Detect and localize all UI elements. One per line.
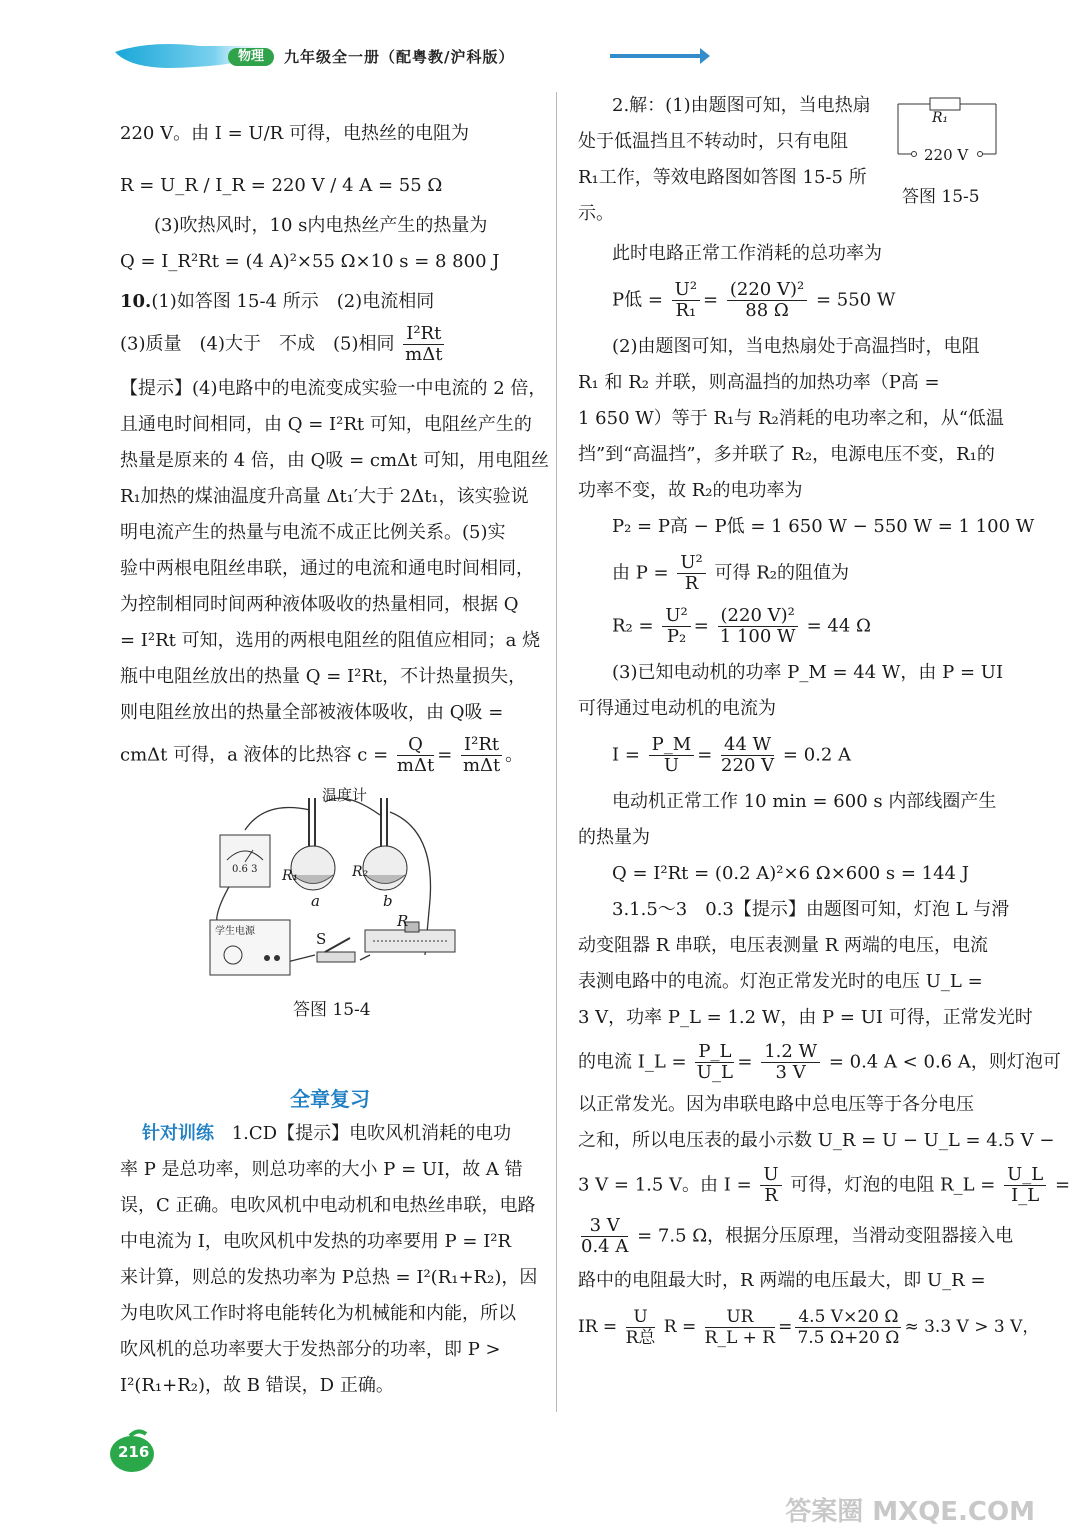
denominator: I_L <box>1011 1185 1040 1206</box>
text-line: 以正常发光。因为串联电路中总电压等于各分电压 <box>578 1094 974 1115</box>
numerator: U² <box>662 606 690 627</box>
header-title: 九年级全一册（配粤教/沪科版） <box>284 48 515 66</box>
denominator: U_L <box>696 1062 733 1083</box>
denominator: mΔt <box>396 755 435 776</box>
text-line: 瓶中电阻丝放出的热量 Q = I²Rt，不计热量损失， <box>120 666 527 687</box>
fig-label-voltage: 220 V <box>924 146 969 164</box>
fig-label-thermometer: 温度计 <box>322 786 368 804</box>
denominator: 7.5 Ω+20 Ω <box>797 1328 900 1348</box>
numerator: Q <box>397 735 434 756</box>
text: = <box>778 1317 793 1337</box>
fig-label-meter: 0.6 3 <box>232 864 258 875</box>
switch <box>317 952 355 962</box>
text: cmΔt 可得，a 液体的比热容 c = <box>120 744 389 766</box>
numerator: U² <box>677 553 705 574</box>
fraction <box>727 280 807 321</box>
denominator: 3 V <box>775 1062 806 1083</box>
text-line: 2.解：(1)由题图可知，当电热扇 <box>612 95 871 116</box>
column-divider <box>556 92 557 1412</box>
text-line: 率 P 是总功率，则总功率的大小 P = UI，故 A 错 <box>120 1159 523 1180</box>
numerator: P_M <box>649 735 695 756</box>
text-line: 【提示】(4)电路中的电流变成实验一中电流的 2 倍， <box>120 378 547 399</box>
numerator: 3 V <box>581 1216 628 1237</box>
ammeter <box>220 835 270 887</box>
section-title: 全章复习 <box>290 1087 370 1111</box>
text-line: 路中的电阻最大时，R 两端的电压最大，即 U_R = <box>578 1270 986 1291</box>
text-line: 3 V，功率 P_L = 1.2 W，由 P = UI 可得，正常发光时 <box>578 1007 1033 1028</box>
fig-label-a: a <box>311 892 320 910</box>
text: 的电流 I_L = <box>578 1051 687 1073</box>
numerator: (220 V)² <box>718 606 798 627</box>
text-line: 则电阻丝放出的热量全部被液体吸收，由 Q吸 = <box>120 702 504 723</box>
text-line: 热量是原来的 4 倍，由 Q吸 = cmΔt 可知，用电阻丝 <box>120 450 550 471</box>
numerator: U <box>760 1165 781 1186</box>
text-line: 中电流为 I，电吹风机中发热的功率要用 P = I²R <box>120 1231 512 1252</box>
fraction <box>721 735 774 776</box>
text-line: I²(R₁+R₂)，故 B 错误，D 正确。 <box>120 1375 394 1396</box>
fig-label-r1: R₁ <box>932 110 949 126</box>
text-line: = I²Rt 可知，选用的两根电阻丝的阻值应相同；a 烧 <box>120 630 541 651</box>
text-line: (3)已知电动机的功率 P_M = 44 W，由 P = UI <box>612 662 1004 683</box>
text-line <box>578 1215 1014 1257</box>
fraction <box>761 1042 820 1083</box>
numerator: 1.2 W <box>761 1042 820 1063</box>
denominator: R <box>764 1185 778 1206</box>
text-line: 且通电时间相同，由 Q = I²Rt 可知，电阻丝产生的 <box>120 414 532 435</box>
equation: R₂ = $\frac{\text{U²}}{\text{P₂}}$ = $\frac{\text{(220 V)²}}{1 100 W}$ = 44 Ω <box>612 605 871 647</box>
equation <box>578 1307 1040 1348</box>
denominator: 88 Ω <box>745 300 789 321</box>
denominator: P₂ <box>666 626 687 647</box>
denominator: mΔt <box>405 344 443 365</box>
fraction <box>705 1307 775 1348</box>
text: 由 P = <box>612 562 669 584</box>
text-line: 电动机正常工作 10 min = 600 s 内部线圈产生 <box>612 791 997 812</box>
denominator: 1 100 W <box>719 626 796 647</box>
fraction <box>581 1216 628 1257</box>
denominator: R_L + R <box>704 1328 776 1348</box>
text-line: 明电流产生的热量与电流不成正比例关系。(5)实 <box>120 522 506 543</box>
text-line: 验中两根电阻丝串联，通过的电流和通电时间相同， <box>120 558 534 579</box>
text: 1.CD【提示】电吹风机消耗的电功 <box>231 1123 512 1144</box>
figure-caption: 答图 15-4 <box>293 1000 371 1020</box>
text: 可得，灯泡的电阻 R_L = <box>790 1174 996 1196</box>
text: = 550 W <box>815 289 896 311</box>
fraction <box>662 606 690 647</box>
text: IR = <box>578 1317 618 1337</box>
denominator: R₁ <box>675 300 697 321</box>
text: = 44 Ω <box>806 615 871 637</box>
text-line: 表测电路中的电流。灯泡正常发光时的电压 U_L = <box>578 971 983 992</box>
text: (1)如答图 15-4 所示 (2)电流相同 <box>151 291 435 312</box>
denominator: mΔt <box>462 755 501 776</box>
text: I = <box>612 744 640 766</box>
numerator: U <box>626 1307 656 1328</box>
watermark: 答案圈 MXQE.COM <box>785 1497 1035 1527</box>
text: (3)质量 (4)大于 不成 (5)相同 <box>120 333 395 355</box>
equation: P₂ = P高 − P低 = 1 650 W − 550 W = 1 100 W <box>612 516 1035 537</box>
text-line: 的电流 I_L = $\frac{P\_L}{U\_L}$ = $\frac{1.2 W}{3 V}$ = 0.4 A < 0.6 A，则灯泡可 <box>578 1041 1061 1083</box>
answer-10b <box>120 324 550 365</box>
numerator: (220 V)² <box>727 280 807 301</box>
text-line: 处于低温挡且不转动时，只有电阻 <box>578 131 848 152</box>
fraction <box>760 1165 781 1206</box>
text-line: 3.1.5～3 0.3【提示】由题图可知，灯泡 L 与滑 <box>612 899 1010 920</box>
right-column <box>578 236 1070 1348</box>
fraction <box>649 735 695 776</box>
text-line: 为电吹风工作时将电能转化为机械能和内能，所以 <box>120 1303 516 1324</box>
numerator: I²Rt <box>403 324 444 345</box>
text-line <box>120 1116 550 1152</box>
fig-label-r: R <box>397 912 409 930</box>
equation: I = $\frac{P\_M}{U}$ = $\frac{44 W}{220 V}$ = 0.2 A <box>612 734 852 776</box>
text: = 0.2 A <box>782 744 852 766</box>
left-column <box>120 112 550 776</box>
text-line: cmΔt 可得，a 液体的比热容 c = $\frac{Q}{\text{mΔt}}$ = $\frac{\text{I²Rt}}{\text{mΔt}}$ 。 <box>120 734 524 776</box>
numerator: U² <box>672 280 700 301</box>
text-line: R₁工作，等效电路图如答图 15-5 所 <box>578 167 867 188</box>
numerator: U_L <box>1004 1165 1046 1186</box>
text-line: R₁加热的煤油温度升高量 Δt₁′大于 2Δt₁，该实验说 <box>120 486 529 507</box>
text-line: 220 V。由 I = U/R 可得，电热丝的电阻为 <box>120 123 469 144</box>
figure-caption: 答图 15-5 <box>902 187 980 207</box>
text: 可得 R₂的阻值为 <box>714 562 849 584</box>
equation: P低 = $\frac{\text{U²}}{\text{R₁}}$ = $\frac{\text{(220 V)²}}{88 \Omega}$ = 550 W <box>612 279 896 321</box>
fig-label-r1: R₁ <box>282 868 299 884</box>
denominator: R <box>684 573 699 594</box>
text-line: R₁ 和 R₂ 并联，则高温挡的加热功率（P高 = <box>578 372 940 393</box>
fraction <box>403 324 444 365</box>
text-line: 此时电路正常工作消耗的总功率为 <box>612 243 882 264</box>
figure-15-4 <box>205 790 465 980</box>
question-number: 10. <box>120 291 152 312</box>
review-block <box>120 1116 550 1404</box>
text-line: 动变阻器 R 串联，电压表测量 R 两端的电压，电流 <box>578 935 988 956</box>
text-line: 1 650 W）等于 R₁与 R₂消耗的电功率之和，从“低温 <box>578 408 1004 429</box>
text-line: (3)吹热风时，10 s内电热丝产生的热量为 <box>154 215 488 236</box>
text-line: (2)由题图可知，当电热扇处于高温挡时，电阻 <box>612 336 980 357</box>
numerator: 4.5 V×20 Ω <box>795 1307 901 1328</box>
text: R₂ = <box>612 615 654 637</box>
text-line: 来计算，则总的发热功率为 P总热 = I²(R₁+R₂)，因 <box>120 1267 538 1288</box>
fig-label-b: b <box>383 892 393 910</box>
denominator: R总 <box>625 1328 656 1348</box>
fig-label-s: S <box>316 930 327 948</box>
text: = 0.4 A < 0.6 A，则灯泡可 <box>828 1051 1061 1073</box>
equation: Q = I²Rt = (0.2 A)²×6 Ω×600 s = 144 J <box>612 863 969 884</box>
text-line: 功率不变，故 R₂的电功率为 <box>578 480 803 501</box>
page-number: 216 <box>118 1443 150 1461</box>
fraction <box>1004 1165 1046 1206</box>
equation: Q = I_R²Rt = (4 A)²×55 Ω×10 s = 8 800 J <box>120 251 500 272</box>
fraction <box>626 1307 656 1348</box>
training-label: 针对训练 <box>142 1123 214 1144</box>
numerator: I²Rt <box>461 735 502 756</box>
text: = 7.5 Ω，根据分压原理，当滑动变阻器接入电 <box>637 1225 1014 1247</box>
text-line: 之和，所以电压表的最小示数 U_R = U − U_L = 4.5 V − <box>578 1130 1055 1151</box>
fraction <box>718 606 798 647</box>
denominator: 220 V <box>721 755 775 776</box>
text-line: 的热量为 <box>578 827 650 848</box>
text: 3 V = 1.5 V。由 I = <box>578 1174 752 1196</box>
fraction <box>672 280 700 321</box>
text-line: 可得通过电动机的电流为 <box>578 698 776 719</box>
text-line: 为控制相同时间两种液体吸收的热量相同，根据 Q <box>120 594 519 615</box>
fraction <box>397 735 434 776</box>
fraction <box>695 1042 734 1083</box>
fig-label-power: 学生电源 <box>215 926 255 937</box>
numerator: UR <box>705 1307 775 1328</box>
text-line: 示。 <box>578 203 614 224</box>
text: ≈ 3.3 V > 3 V， <box>904 1317 1040 1337</box>
numerator: 44 W <box>721 735 774 756</box>
text: P低 = <box>612 289 663 311</box>
text-line: 挡”到“高温挡”，多并联了 R₂，电源电压不变，R₁的 <box>578 444 995 465</box>
equation: R = U_R / I_R = 220 V / 4 A = 55 Ω <box>120 175 443 196</box>
numerator: P_L <box>695 1042 734 1063</box>
right-top <box>578 88 878 232</box>
text-line: 误，C 正确。电吹风机中电动机和电热丝串联，电路 <box>120 1195 536 1216</box>
fraction <box>677 553 705 594</box>
text-line <box>578 553 1008 594</box>
header-subject: 物理 <box>238 49 265 64</box>
text-line: 吹风机的总功率要大于发热部分的功率，即 P > <box>120 1339 501 1360</box>
text: = <box>1054 1174 1070 1196</box>
answer-10 <box>120 284 550 320</box>
text: R = <box>663 1317 697 1337</box>
denominator: 0.4 A <box>581 1236 629 1257</box>
fig-label-r2: R₂ <box>352 864 369 880</box>
text-line <box>578 1164 1070 1206</box>
fraction <box>795 1307 901 1348</box>
resistor-r1 <box>930 98 960 110</box>
denominator: U <box>663 755 680 776</box>
fraction <box>461 735 502 776</box>
